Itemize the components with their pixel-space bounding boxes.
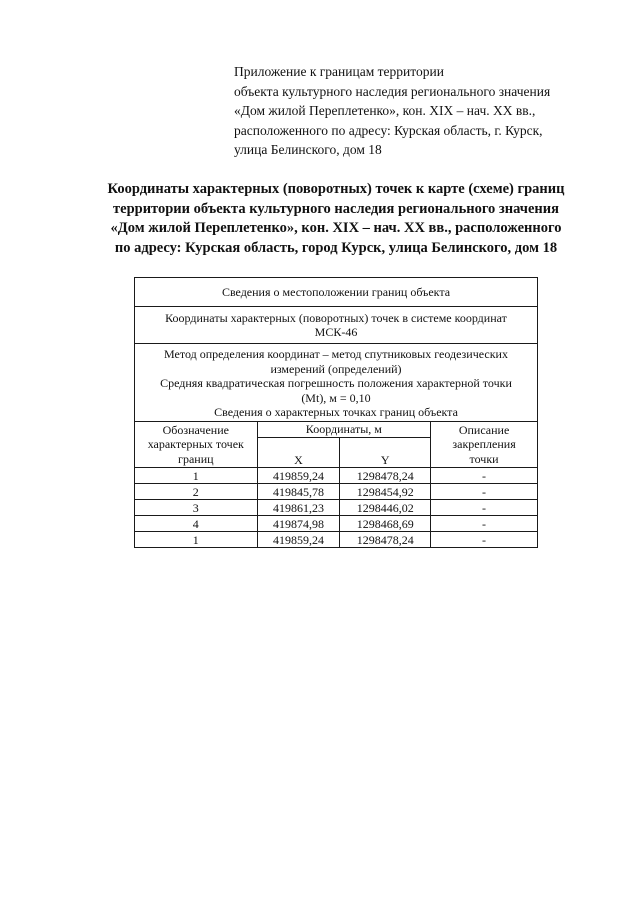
cell-point: 4	[135, 516, 258, 532]
column-header-x: X	[257, 438, 340, 468]
appendix-line: расположенного по адресу: Курская область, г. Курск,	[234, 122, 543, 138]
cell-point: 3	[135, 500, 258, 516]
appendix-line: объекта культурного наследия регионального значения	[234, 83, 551, 99]
cell-point: 2	[135, 484, 258, 500]
coord-system-header: Координаты характерных (поворотных) точек в системе координат МСК-46	[135, 307, 538, 344]
coordinates-table	[134, 277, 538, 548]
title-line: Координаты характерных (поворотных) точек к карте (схеме) границ	[107, 181, 565, 197]
table-row	[135, 484, 538, 500]
appendix-line: Приложение к границам территории	[234, 64, 444, 79]
table-row	[135, 532, 538, 548]
cell-x: 419861,23	[257, 500, 340, 516]
cell-desc: -	[431, 468, 538, 484]
title-line: «Дом жилой Переплетенко», кон. XIX – нач. XX вв., расположенного	[110, 220, 562, 236]
cell-x: 419874,98	[257, 516, 340, 532]
method-line: Сведения о характерных точках границ объекта	[214, 405, 458, 419]
appendix-line: улица Белинского, дом 18	[234, 142, 382, 157]
appendix-note	[234, 62, 614, 160]
location-header: Сведения о местоположении границ объекта	[135, 278, 538, 307]
method-line: измерений (определений)	[270, 361, 402, 376]
column-header-point: Обозначение характерных точек границ	[135, 421, 258, 468]
title-line: по адресу: Курская область, город Курск, улица Белинского, дом 18	[114, 239, 558, 256]
cell-desc: -	[431, 484, 538, 500]
column-header-desc: Описание закрепления точки	[431, 421, 538, 468]
table-row	[135, 468, 538, 484]
cell-desc: -	[431, 500, 538, 516]
cell-desc: -	[431, 532, 538, 548]
cell-desc: -	[431, 516, 538, 532]
cell-x: 419859,24	[257, 468, 340, 484]
title-line: территории объекта культурного наследия регионального значения	[113, 200, 559, 217]
document-title	[80, 180, 592, 258]
appendix-line: «Дом жилой Переплетенко», кон. XIX – нач. XX вв.,	[234, 103, 536, 118]
method-cell	[135, 344, 538, 422]
column-header-coords: Координаты, м	[257, 421, 431, 438]
table-row	[135, 516, 538, 532]
cell-point: 1	[135, 468, 258, 484]
column-header-y: Y	[340, 438, 431, 468]
cell-y: 1298468,69	[340, 516, 431, 532]
cell-y: 1298478,24	[340, 532, 431, 548]
method-line: Средняя квадратическая погрешность положения характерной точки	[160, 376, 512, 390]
table-row	[135, 500, 538, 516]
method-line: Метод определения координат – метод спутниковых геодезических	[164, 347, 508, 361]
method-line: (Mt), м = 0,10	[301, 390, 371, 405]
cell-y: 1298454,92	[340, 484, 431, 500]
cell-x: 419859,24	[257, 532, 340, 548]
cell-y: 1298446,02	[340, 500, 431, 516]
cell-x: 419845,78	[257, 484, 340, 500]
cell-y: 1298478,24	[340, 468, 431, 484]
cell-point: 1	[135, 532, 258, 548]
